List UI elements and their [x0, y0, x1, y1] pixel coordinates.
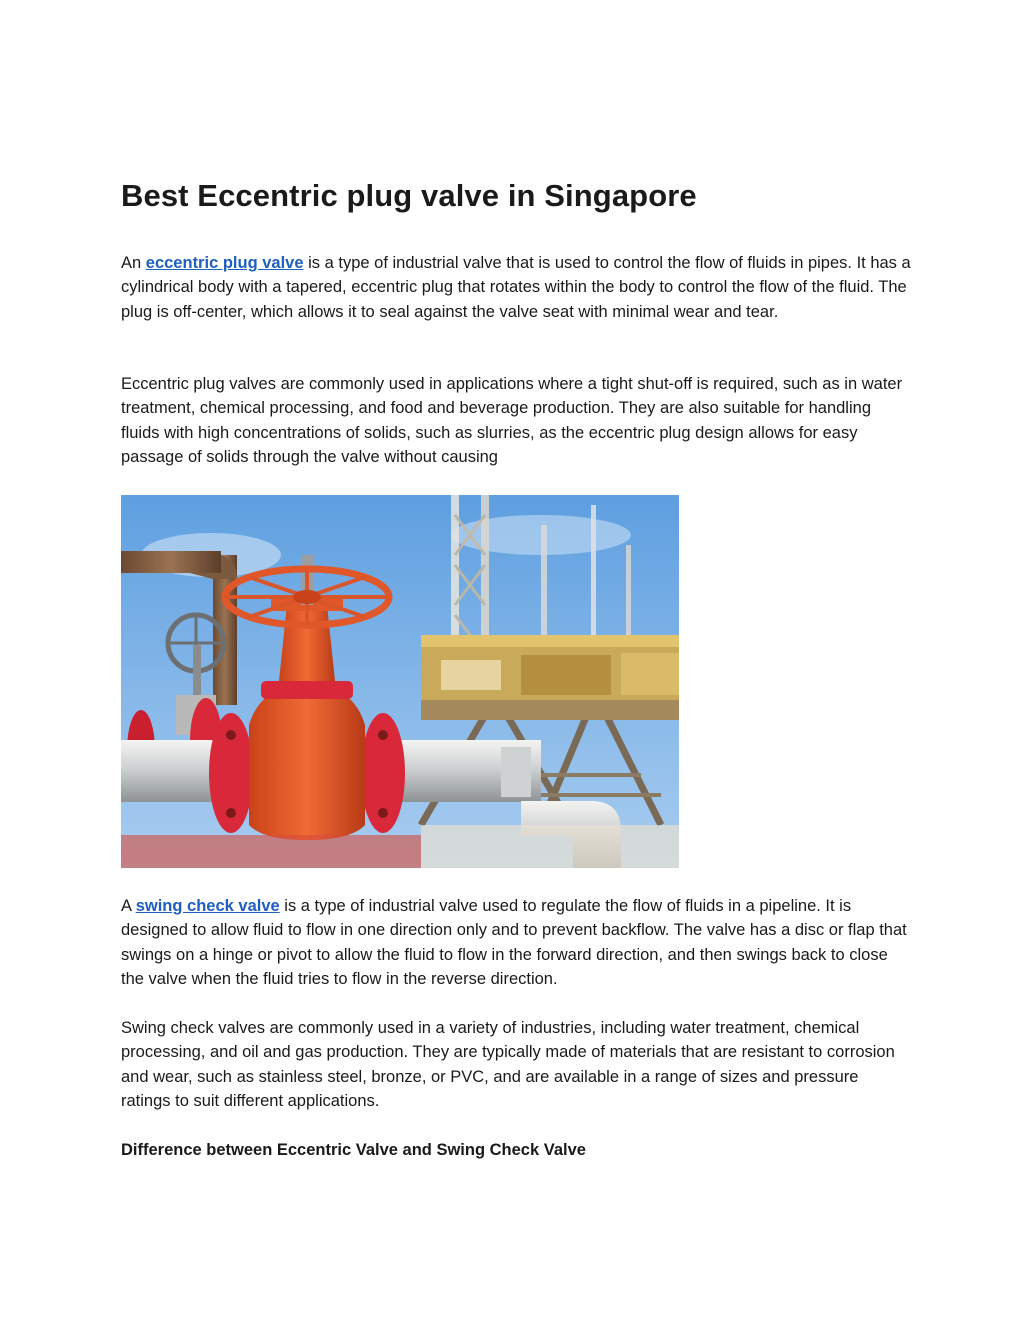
paragraph-body: is a type of industrial valve used to regulate the flow of fluids in a pipeline. It is designed to allow fluid to flow in one direction only and to prevent backflow. The valve has a disc or flap that swings on a hinge or pivot to allow the fluid to flow in the forward direction, and then swings back to close the valve when the fluid tries to flow in the reverse direction. — [121, 897, 907, 989]
paragraph-prefix: A — [121, 897, 136, 915]
swing-check-valve-link[interactable]: swing check valve — [135, 897, 280, 915]
paragraph-swing-check-applications: Swing check valves are commonly used in a variety of industries, including water treatment, chemical processing, and oil and gas production. They are typically made of materials that are resistant to corrosion and wear, such as stainless steel, bronze, or PVC, and are available in a range of sizes and pressure ratings to suit different applications. — [121, 1019, 895, 1111]
paragraph-body: is a type of industrial valve that is used to control the flow of fluids in pipes. It has a cylindrical body with a tapered, eccentric plug that rotates within the body to control the flow of the fluid. The plug is off-center, which allows it to seal against the valve seat with minimal wear and tear. — [121, 254, 911, 321]
paragraph-eccentric-applications: Eccentric plug valves are commonly used in applications where a tight shut-off is required, such as in water treatment, chemical processing, and food and beverage production. They are also suitable for handling fluids with high concentrations of solids, such as slurries, as the eccentric plug design allows for easy passage of solids through the valve without causing — [121, 375, 903, 467]
paragraph-swing-check-intro — [121, 894, 911, 992]
paragraph-eccentric-intro — [121, 251, 911, 324]
industrial-valve-photo — [121, 495, 679, 868]
eccentric-plug-valve-link[interactable]: eccentric plug valve — [145, 254, 304, 272]
section-subheading: Difference between Eccentric Valve and Swing Check Valve — [121, 1141, 586, 1159]
page-title: Best Eccentric plug valve in Singapore — [121, 178, 697, 213]
paragraph-prefix: An — [121, 254, 146, 272]
